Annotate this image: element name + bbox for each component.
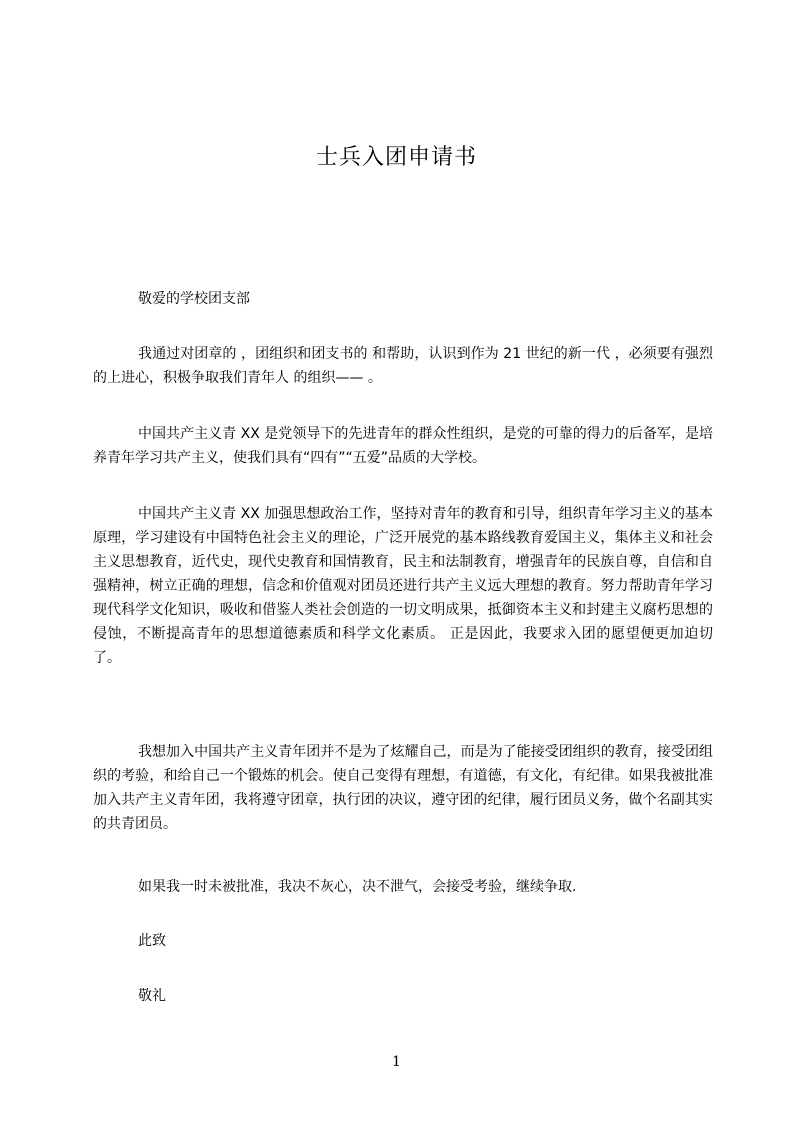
page-number: 1 [392, 1054, 401, 1070]
closing-text: 此致 [138, 933, 166, 949]
paragraph-5 [93, 875, 713, 899]
paragraph-4 [93, 740, 713, 836]
closing-line-1 [93, 929, 713, 953]
salutation-text: 敬爱的学校团支部 [138, 291, 250, 307]
paragraph-text: 我通过对团章的 ，团组织和团支书的 和帮助，认识到作为 21 世纪的新一代 ，必须要有强烈的上进心，积极争取我们青年人 的组织—— 。 [93, 346, 713, 386]
closing-line-2 [93, 984, 713, 1008]
document-title: 士兵入团申请书 [315, 145, 477, 170]
paragraph-text: 如果我一时未被批准，我决不灰心，决不泄气，会接受考验，继续争取. [138, 879, 577, 895]
paragraph-text: 我想加入中国共产主义青年团并不是为了炫耀自己，而是为了能接受团组织的教育，接受团组织的考验，和给自己一个锻炼的机会。使自己变得有理想，有道德，有文化，有纪律。如果我被批准加入共产主义青年团，我将遵守团章，执行团的决议，遵守团的纪律，履行团员义务，做个名副其实的共青团员。 [93, 744, 713, 832]
closing-text: 敬礼 [138, 988, 166, 1004]
paragraph-2 [93, 422, 713, 470]
paragraph-1 [93, 342, 713, 390]
paragraph-text: 中国共产主义青 XX 加强思想政治工作，坚持对青年的教育和引导，组织青年学习主义的基本原理，学习建设有中国特色社会主义的理论，广泛开展党的基本路线教育爱国主义，集体主义和社会主义思想教育，近代史，现代史教育和国情教育，民主和法制教育，增强青年的民族自尊，自信和自强精神，树立正确的理想，信念和价值观对团员还进行共产主义远大理想的教育。努力帮助青年学习现代科学文化知识，吸收和借鉴人类社会创造的一切文明成果，抵御资本主义和封建主义腐朽思想的侵蚀，不断提高青年的思想道德素质和科学文化素质。 正是因此，我要求入团的愿望便更加迫切了。 [93, 506, 713, 666]
paragraph-3 [93, 502, 713, 670]
salutation [93, 287, 713, 311]
paragraph-text: 中国共产主义青 XX 是党领导下的先进青年的群众性组织，是党的可靠的得力的后备军，是培养青年学习共产主义，使我们具有“四有”“五爱”品质的大学校。 [93, 426, 713, 466]
